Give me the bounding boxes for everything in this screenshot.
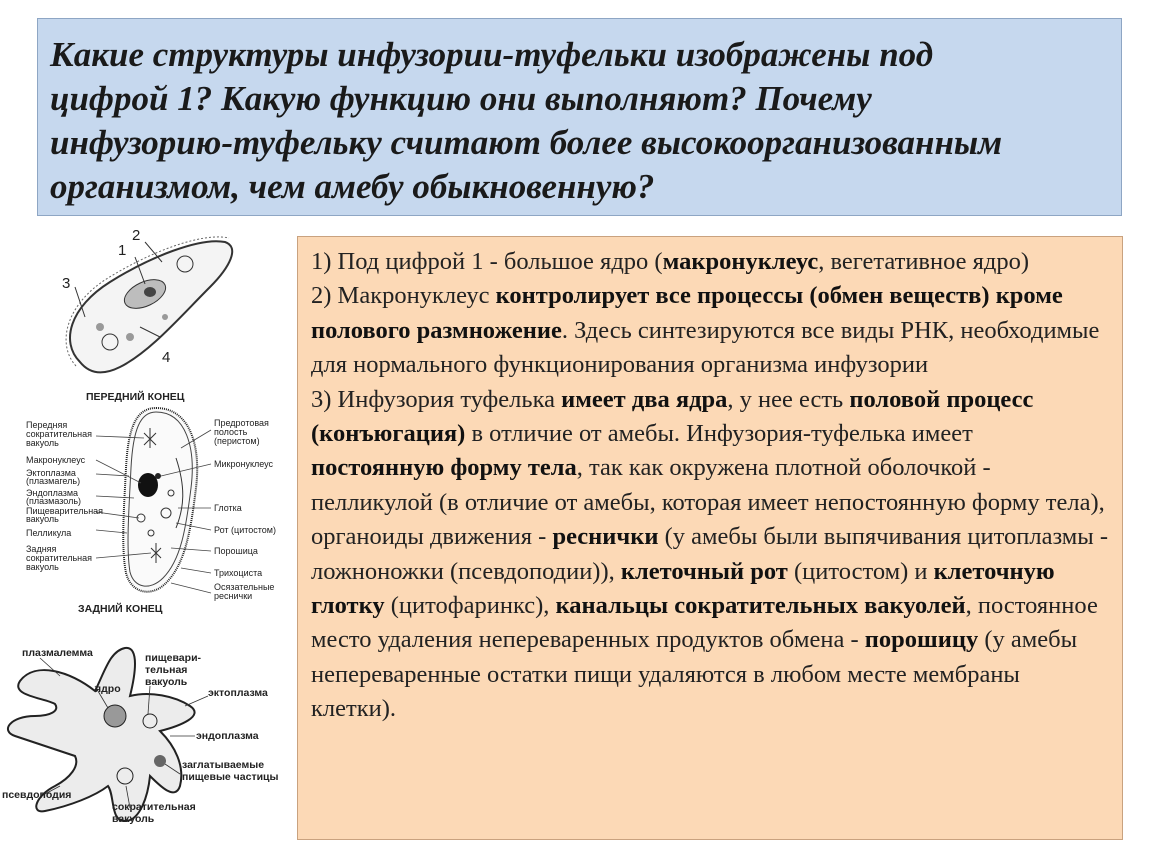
label-macronucleus: Макронуклеус xyxy=(26,455,86,465)
label-front-vacuole-2: сократительная xyxy=(26,429,93,439)
paramecium-body xyxy=(66,237,232,373)
amoeba-label-endoplasm: эндоплазма xyxy=(196,730,259,742)
label-pharynx: Глотка xyxy=(214,503,242,513)
figure1-label-2: 2 xyxy=(132,227,141,244)
p3-segment-5: постоянную форму тела xyxy=(311,454,577,482)
answer-paragraph-3 xyxy=(311,383,1110,727)
amoeba-figure xyxy=(0,636,292,832)
label-mouth: Рот (цитостом) xyxy=(214,525,276,535)
label-front-vacuole-1: Передняя xyxy=(26,420,68,430)
p3-segment-14: , постоянное место удаления непереваренных продуктов обмена - xyxy=(311,592,1098,654)
label-rear-vacuole-1: Задняя xyxy=(26,544,57,554)
paramecium-labeled-figure xyxy=(26,388,292,620)
label-peristome-2: полость xyxy=(214,427,248,437)
amoeba-label-pseudopod: псевдоподия xyxy=(2,789,72,801)
label-cilia-2: реснички xyxy=(214,591,253,601)
amoeba-label-capture-1: заглатываемые xyxy=(182,759,265,771)
p1-segment-2: , вегетативное ядро) xyxy=(818,248,1030,275)
p3-segment-4: в отличие от амебы. Инфузория-туфелька имеет xyxy=(465,420,973,448)
paramecium-numbered-figure xyxy=(40,222,255,387)
p3-segment-2: , у нее есть xyxy=(727,385,850,413)
p2-segment-1: контролирует все процессы (обмен веществ) кроме полового размножение xyxy=(311,282,1063,344)
question-line-1: Какие структуры инфузории-туфельки изображены под xyxy=(50,35,934,74)
p3-segment-10: (цитостом) и xyxy=(787,557,934,585)
label-peristome-3: (перистом) xyxy=(214,436,260,446)
p1-segment-0: 1) Под цифрой 1 - большое ядро ( xyxy=(311,248,663,275)
label-digestive-vacuole-1: Пищеварительная xyxy=(26,506,104,516)
label-anal-pore: Порошица xyxy=(214,546,258,556)
p3-segment-7: реснички xyxy=(552,523,659,551)
label-trichocyst: Трихоциста xyxy=(214,568,263,578)
amoeba-label-plasmalemma: плазмалемма xyxy=(22,647,93,659)
label-digestive-vacuole-2: вакуоль xyxy=(26,514,59,524)
label-peristome-1: Предротовая xyxy=(214,418,269,428)
figure1-label-1: 1 xyxy=(118,242,127,259)
p3-segment-12: (цитофаринкс), xyxy=(384,592,556,620)
question-line-2: цифрой 1? Какую функцию они выполняют? Почему xyxy=(50,79,872,118)
amoeba-label-digest-2: тельная xyxy=(145,664,188,676)
p3-segment-15: порошицу xyxy=(864,626,979,654)
p3-segment-3: половой процесс (конъюгация) xyxy=(311,385,1034,448)
answer-box xyxy=(297,236,1123,840)
amoeba-label-digest-3: вакуоль xyxy=(145,676,188,688)
label-front-vacuole-3: вакуоль xyxy=(26,438,59,448)
p3-segment-13: канальцы сократительных вакуолей xyxy=(555,592,966,620)
amoeba-label-nucleus: ядро xyxy=(95,683,121,695)
p3-segment-16: (у амебы непереваренные остатки пищи удаляются в любом месте мембраны клетки). xyxy=(311,626,1078,723)
amoeba-label-digest-1: пищевари- xyxy=(145,652,202,664)
label-ectoplasm-2: (плазмагель) xyxy=(26,476,81,486)
amoeba-label-contractile-1: сократительная xyxy=(112,801,196,813)
p1-segment-1: макронуклеус xyxy=(662,248,819,275)
p3-segment-8: (у амебы были выпячивания цитоплазмы - ложноножки (псевдоподии)), xyxy=(311,523,1109,585)
p3-segment-6: , так как окружена плотной оболочкой - пелликулой (в отличие от амебы, которая имеет непостоянную форму тела), органоиды движения - xyxy=(311,454,1105,551)
label-rear-vacuole-2: сократительная xyxy=(26,553,93,563)
figure1-label-4: 4 xyxy=(162,349,171,366)
answer-paragraph-1 xyxy=(311,245,1110,279)
p3-segment-0: 3) Инфузория туфелька xyxy=(311,385,562,413)
front-end-label: ПЕРЕДНИЙ КОНЕЦ xyxy=(86,391,185,403)
label-endoplasm-2: (плазмазоль) xyxy=(26,496,82,506)
p3-segment-1: имеет два ядра xyxy=(561,385,728,413)
label-micronucleus: Микронуклеус xyxy=(214,459,274,469)
paramecium-outline xyxy=(123,408,197,592)
question-box xyxy=(37,18,1122,216)
label-pellicle: Пелликула xyxy=(26,528,72,538)
amoeba-label-contractile-2: вакуоль xyxy=(112,813,155,825)
amoeba-label-capture-2: пищевые частицы xyxy=(182,771,279,783)
question-line-4: организмом, чем амебу обыкновенную? xyxy=(50,167,655,206)
label-endoplasm-1: Эндоплазма xyxy=(26,488,79,498)
label-rear-vacuole-3: вакуоль xyxy=(26,562,59,572)
p2-segment-2: . Здесь синтезируются все виды РНК, необходимые для нормального функционирования организма инфузории xyxy=(311,316,1100,379)
answer-paragraph-2 xyxy=(311,279,1110,382)
amoeba-label-ectoplasm: эктоплазма xyxy=(208,687,268,699)
question-line-3: инфузорию-туфельку считают более высокоорганизованным xyxy=(50,123,1003,162)
rear-end-label: ЗАДНИЙ КОНЕЦ xyxy=(78,603,163,615)
label-ectoplasm-1: Эктоплазма xyxy=(26,468,76,478)
figure1-label-3: 3 xyxy=(62,275,71,292)
p3-segment-11: клеточную глотку xyxy=(311,557,1055,620)
p3-segment-9: клеточный рот xyxy=(620,557,788,585)
label-cilia-1: Осязательные xyxy=(214,582,275,592)
p2-segment-0: 2) Макронуклеус xyxy=(311,282,496,310)
